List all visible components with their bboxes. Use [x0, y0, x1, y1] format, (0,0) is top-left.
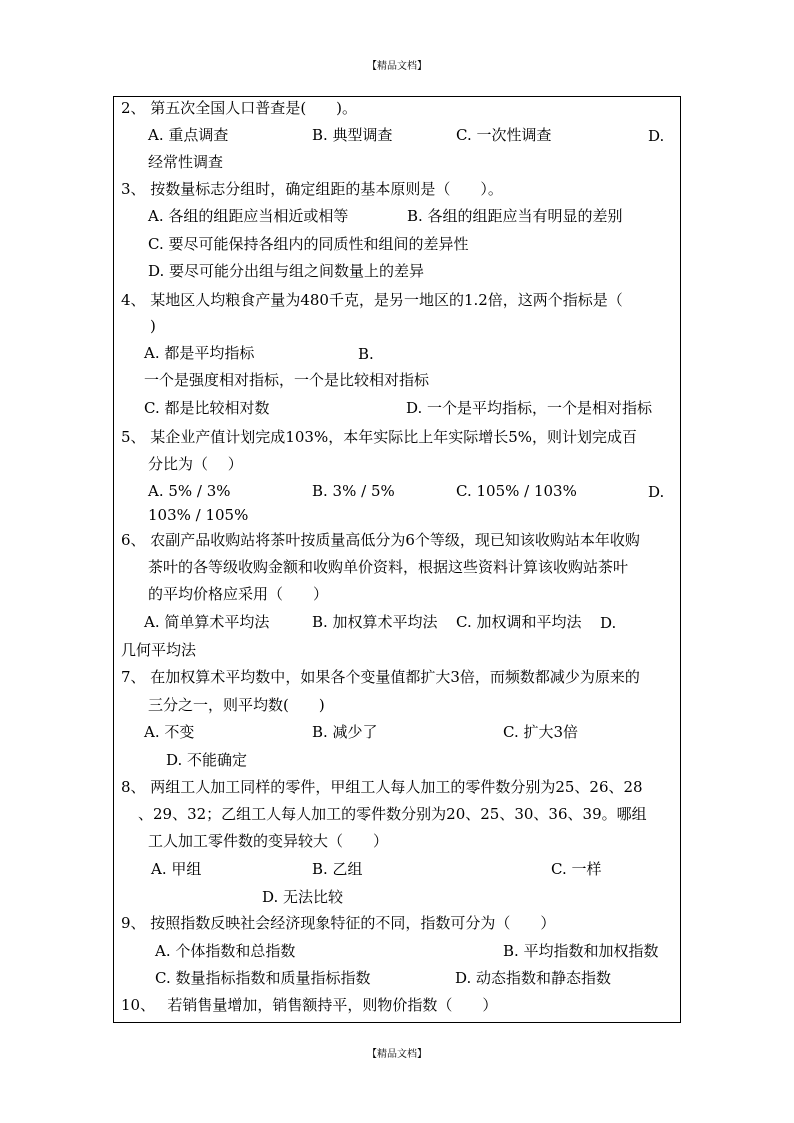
text-line: D. 一个是平均指标，一个是相对指标: [406, 399, 653, 417]
text-line: 工人加工零件数的变异较大（ ）: [148, 832, 389, 850]
text-line: 7、 在加权算术平均数中，如果各个变量值都扩大3倍，而频数都减少为原来的: [121, 668, 640, 686]
text-line: 6、 农副产品收购站将茶叶按质量高低分为6个等级，现已知该收购站本年收购: [121, 531, 640, 549]
text-line: 几何平均法: [121, 641, 197, 659]
text-line: C. 数量指标指数和质量指标指数: [155, 969, 371, 987]
text-line: 经常性调查: [148, 153, 224, 171]
text-line: D.: [648, 483, 665, 501]
text-line: 4、 某地区人均粮食产量为480千克，是另一地区的1.2倍，这两个指标是（: [121, 291, 623, 309]
text-line: B. 3% / 5%: [312, 482, 395, 500]
text-line: 9、 按照指数反映社会经济现象特征的不同，指数可分为（ ）: [121, 914, 556, 932]
text-line: 103% / 105%: [148, 506, 249, 524]
text-line: B. 平均指数和加权指数: [503, 942, 659, 960]
text-line: A. 不变: [144, 723, 195, 741]
text-line: 一个是强度相对指标，一个是比较相对指标: [144, 371, 430, 389]
text-line: A. 重点调查: [148, 126, 229, 144]
text-line: 茶叶的各等级收购金额和收购单价资料，根据这些资料计算该收购站茶叶: [148, 558, 629, 576]
text-line: C. 一次性调查: [456, 126, 552, 144]
text-line: C. 要尽可能保持各组内的同质性和组间的差异性: [148, 235, 469, 253]
text-line: 、29、32；乙组工人每人加工的零件数分别为20、25、30、36、39。哪组: [138, 805, 647, 823]
text-line: 分比为（ ）: [148, 455, 243, 473]
text-line: A. 都是平均指标: [144, 344, 255, 362]
text-line: C. 105% / 103%: [456, 482, 577, 500]
text-line: B. 各组的组距应当有明显的差别: [407, 207, 623, 225]
text-line: A. 简单算术平均法: [144, 613, 270, 631]
text-line: 三分之一，则平均数( ): [148, 696, 325, 714]
text-line: B. 加权算术平均法: [312, 613, 438, 631]
text-line: D. 动态指数和静态指数: [455, 969, 612, 987]
text-line: C. 都是比较相对数: [144, 399, 270, 417]
text-line: A. 甲组: [151, 860, 202, 878]
text-line: B.: [358, 345, 374, 363]
text-line: 的平均价格应采用（ ）: [148, 585, 329, 603]
text-line: D. 无法比较: [262, 888, 344, 906]
text-line: ): [150, 317, 156, 335]
text-line: D.: [600, 614, 617, 632]
text-line: B. 减少了: [312, 723, 378, 741]
text-line: 5、 某企业产值计划完成103%，本年实际比上年实际增长5%，则计划完成百: [121, 428, 637, 446]
text-line: C. 加权调和平均法: [456, 613, 582, 631]
text-line: A. 各组的组距应当相近或相等: [148, 207, 349, 225]
text-line: D. 要尽可能分出组与组之间数量上的差异: [148, 262, 425, 280]
text-line: D.: [648, 127, 665, 145]
text-line: A. 个体指数和总指数: [155, 942, 296, 960]
page-footer: 【精品文档】: [367, 1049, 427, 1060]
text-line: 3、 按数量标志分组时，确定组距的基本原则是（ ）。: [121, 180, 503, 198]
text-line: D. 不能确定: [166, 751, 248, 769]
text-line: 8、 两组工人加工同样的零件，甲组工人每人加工的零件数分别为25、26、28: [121, 778, 643, 796]
text-line: B. 典型调查: [312, 126, 393, 144]
text-line: 10、 若销售量增加，销售额持平，则物价指数（ ）: [121, 996, 498, 1014]
text-line: C. 一样: [551, 860, 602, 878]
text-line: C. 扩大3倍: [503, 723, 579, 741]
page-header: 【精品文档】: [367, 61, 427, 72]
text-line: A. 5% / 3%: [148, 482, 231, 500]
text-line: 2、 第五次全国人口普查是( )。: [121, 99, 358, 117]
text-line: B. 乙组: [312, 860, 363, 878]
